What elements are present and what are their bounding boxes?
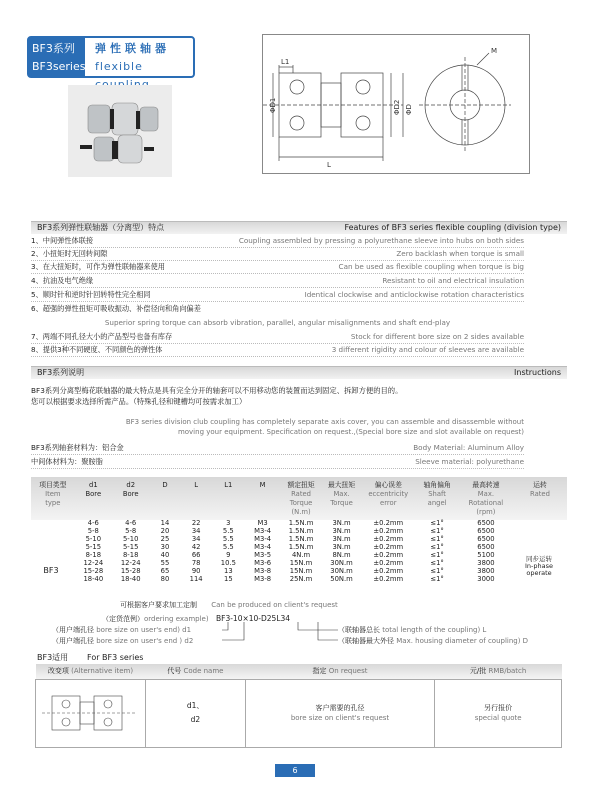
instructions-cn: BF3系列分离型梅花联轴器的最大特点是具有完全分开的轴套可以不用移动您的装置而达到固定、拆卸方便的目的。 您可以根据要求选择所需产品。（特殊孔径和键槽均可按需求加工） [31,386,403,406]
feature-item: 1、中间弹性体联接 Coupling assembled by pressing a polyurethane sleeve into hubs on both sides [31,236,524,248]
custom-note: 可根据客户要求加工定制 Can be produced on client's request [120,601,338,609]
feature-item: 6、超强的弹性扭矩可吸收振动、补偿径向和角向偏差 [31,304,201,313]
title-en: flexible [95,60,143,73]
ordering-code: BF3-10×10-D25L34 [216,614,291,623]
page-number: 6 [275,764,315,777]
applicable-row [36,679,562,747]
dim-l: L [327,161,331,169]
dim-d: ΦD [405,104,413,115]
instructions-header [31,366,567,379]
request-cell: 客户需要的孔径 bore size on client's request [245,679,435,747]
dim-d1: ΦD1 [269,97,277,113]
dim-l1: L1 [281,58,290,66]
price-cell: 另行报价 special quote [435,679,562,747]
d-label: （联轴器最大外径 Max. housing diameter of coupling) D [338,637,529,645]
code-names: d1、 d2 [145,679,245,747]
sleeve-material: 中间体材料为：聚胺脂 Sleeve material: polyurethane [31,457,524,469]
d2-label: （用户端孔径 bore size on user's end ) d2 [52,637,194,645]
instructions-title-cn: BF3系列说明 [37,368,85,377]
spec-row: 5-15 5-15 30 42 5.5 M3-4 1.5N.m 3N.m ±0.2mm ≤1° 6500 [85,543,495,552]
spec-row: 12-24 12-24 55 78 10.5 M3-6 15N.m 30N.m ±0.2mm ≤1° 3800 [83,559,495,568]
applicable-header-row: 改变项 (Alternative item) 代号 Code name 指定 On request 元/批 RMB/batch [36,664,562,679]
series-en: BF3series [32,60,86,73]
ordering-label: （定货范例）ordering example) [102,615,209,623]
applicable-table [35,664,562,748]
technical-drawing [262,34,530,174]
coupling-photo-image [68,85,172,177]
spec-row: 8-18 8-18 40 66 9 M3-5 4N.m 8N.m ±0.2mm ≤1° 5100 [85,551,495,560]
dim-m: M [491,47,498,55]
applicable-header: BF3适用 For BF3 series [37,653,144,662]
title-cn: 弹性联轴器 [95,42,170,55]
spec-row: 5-8 5-8 20 34 5.5 M3-4 1.5N.m 3N.m ±0.2mm ≤1° 6500 [87,527,495,536]
product-photo [68,85,172,177]
spec-extras [30,527,566,610]
spec-row: 15-28 15-28 65 90 13 M3-8 15N.m 30N.m ±0.2mm ≤1° 3800 [83,567,495,576]
instructions-en: BF3 series division club coupling has completely separate axis cover, you can assemble and disassemble without moving your equipment. Specification on request.,(Special bore size and slot available on request) [125,418,524,436]
type-label: BF3 [43,566,59,575]
operate-note: 同步运转 In-phase operate [525,555,553,577]
coupling-drawing [263,35,531,175]
feature-item: 2、小扭矩时无回转间隙 Zero backlash when torque is small [31,249,524,261]
spec-row: 18-40 18-40 80 114 15 M3-8 25N.m 50N.m ±0.2mm ≤1° 3000 [83,575,495,584]
series-label [29,38,85,76]
series-title [85,38,193,76]
spec-row: 5-10 5-10 25 34 5.5 M3-4 1.5N.m 3N.m ±0.2mm ≤1° 6500 [85,535,495,544]
alt-item-drawing [36,679,146,747]
feature-item: 3、在大扭矩时，可作为弹性联轴器来使用 Can be used as flexible coupling when torque is big [31,262,524,274]
features-header [31,221,567,234]
body-material: BF3系列轴套材料为：铝合金 Body Material: Aluminum Alloy [31,443,524,455]
dim-d2: ΦD2 [393,99,401,115]
feature-item: 8、提供3种不同硬度、不同颜色的弹性体 3 different rigidity and colour of sleeves are available [31,345,524,357]
spec-row: 4-6 4-6 14 22 3 M3 1.5N.m 3N.m ±0.2mm ≤1° 6500 [87,519,495,528]
spec-header-row: 项目类型 Item type d1 Bore d2 Bore D L L1 M 额定扭矩 Rated Torque (N.m) 最大扭矩 Max. Torque 偏心误差 eccentricity error 轴角偏角 Shaft angel 最高转速 Max. Rotational (rpm) 运转 Rated [31,477,567,520]
feature-item: 7、两端不同孔径大小的产品型号也备有库存 Stock for different bore size on 2 sides available [31,332,524,344]
ordering-leaders [208,620,348,644]
series-cn: BF3系列 [32,42,75,55]
l-label: （联轴器总长 total length of the coupling) L [338,626,487,634]
feature-item: 5、顺时针和逆时针回转特性完全相同 Identical clockwise and anticlockwise rotation characteristics [31,290,524,302]
d1-label: （用户端孔径 bore size on user's end) d1 [52,626,192,634]
feature-item: 4、抗油及电气绝缘 Resistant to oil and electrical insulation [31,276,524,288]
small-coupling-drawing [38,682,142,742]
features-title-en: Features of BF3 series flexible coupling (division type) [344,223,561,232]
instructions-title-en: Instructions [514,368,561,377]
series-badge [27,36,195,78]
features-title-cn: BF3系列弹性联轴器（分离型）特点 [37,223,165,232]
feature-6-en: Superior spring torque can absorb vibration, parallel, angular misalignments and shaft end-play [104,318,451,327]
